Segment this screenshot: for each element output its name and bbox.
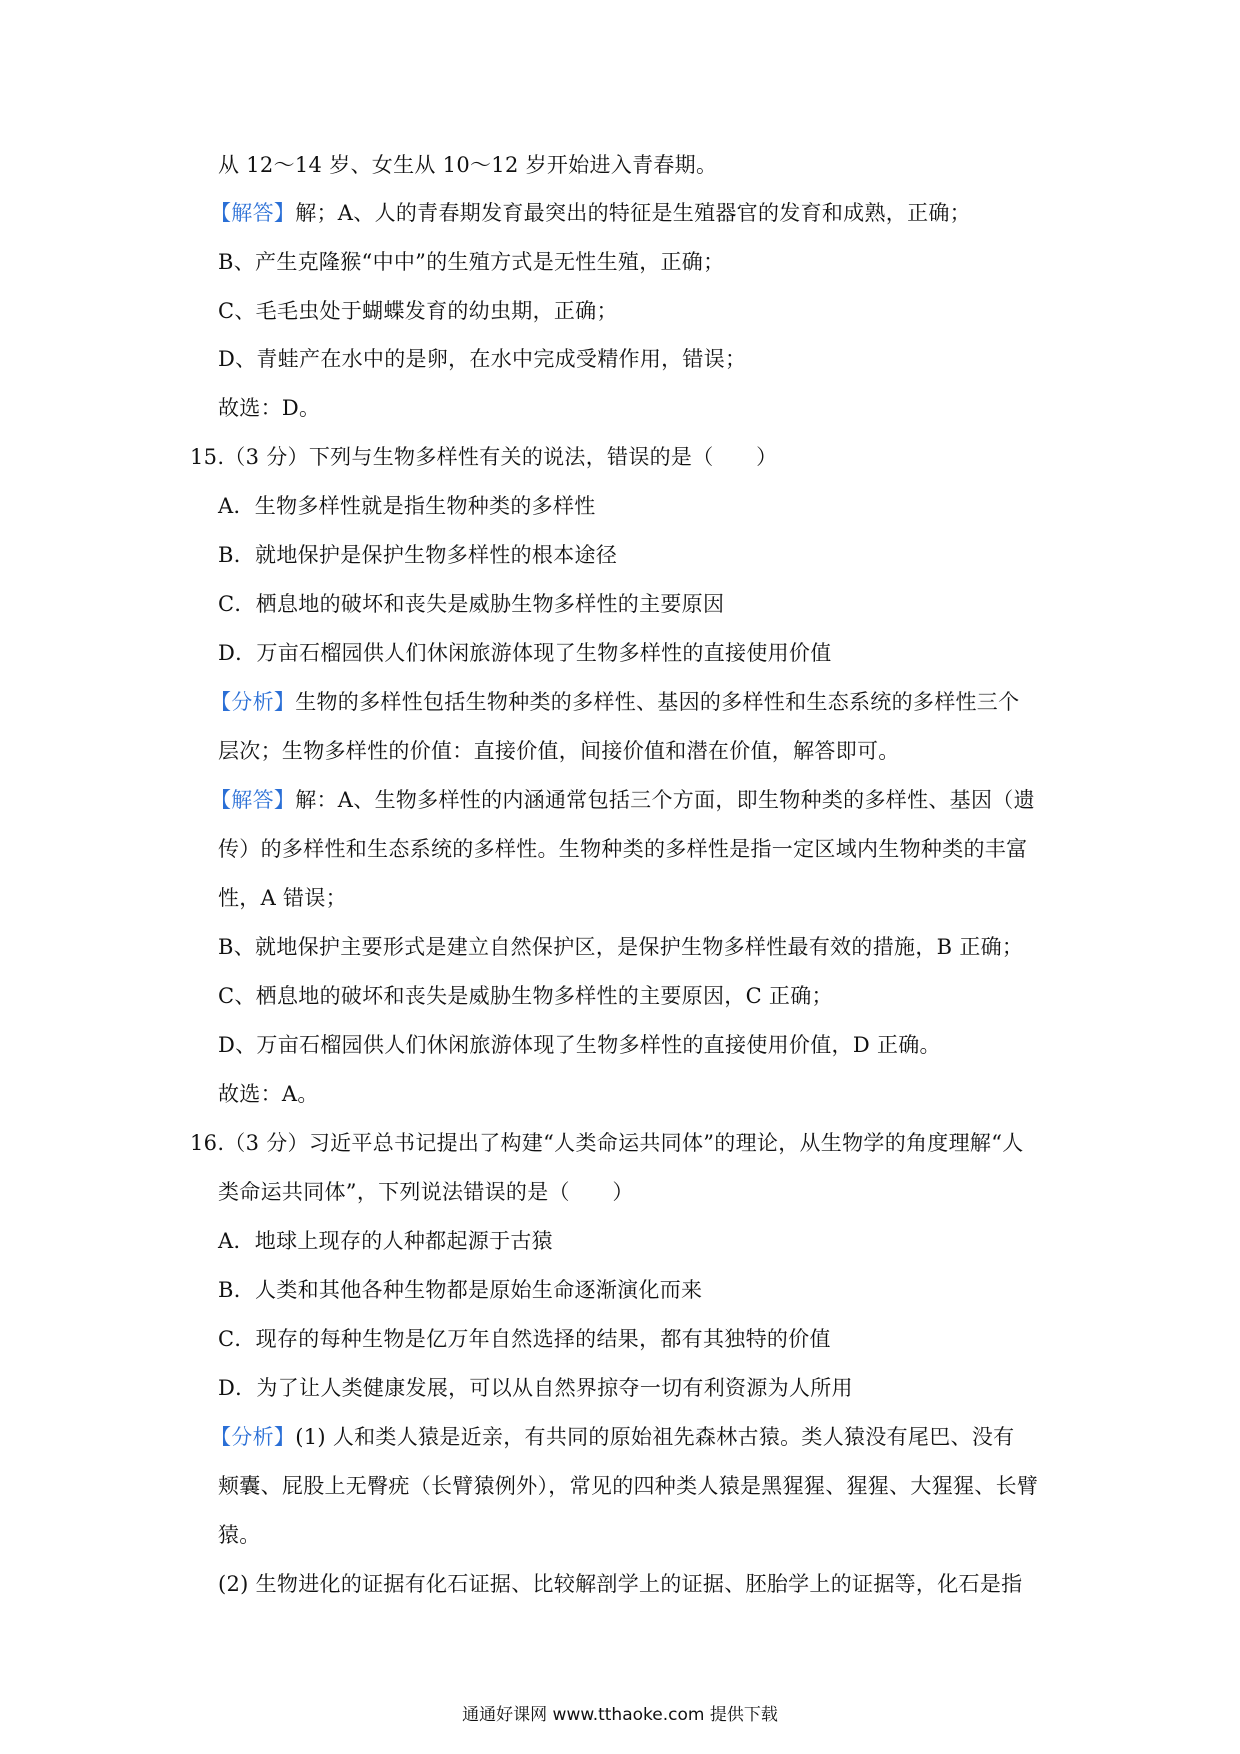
text-line: C、栖息地的破坏和丧失是威胁生物多样性的主要原因，C 正确； [218, 984, 833, 1008]
option-b: B．人类和其他各种生物都是原始生命逐渐演化而来 [218, 1278, 703, 1302]
question-16: 16.（3 分）习近平总书记提出了构建“人类命运共同体”的理论，从生物学的角度理解“人 [190, 1131, 1024, 1155]
analysis-paragraph [210, 1422, 1014, 1452]
text-line: 解：A、生物多样性的内涵通常包括三个方面，即生物种类的多样性、基因（遗 [295, 788, 1035, 812]
answer-paragraph [210, 785, 1035, 815]
option-c: C．栖息地的破坏和丧失是威胁生物多样性的主要原因 [218, 592, 725, 616]
option-d: D．为了让人类健康发展，可以从自然界掠夺一切有利资源为人所用 [218, 1376, 853, 1400]
option-b: B．就地保护是保护生物多样性的根本途径 [218, 543, 618, 567]
answer-tag: 【解答】 [210, 201, 296, 225]
text-line: 颊囊、屁股上无臀疣（长臂猿例外），常见的四种类人猿是黑猩猩、猩猩、大猩猩、长臂 [218, 1474, 1039, 1498]
text-line: C、毛毛虫处于蝴蝶发育的幼虫期，正确； [218, 299, 618, 323]
text-line: B、产生克隆猴“中中”的生殖方式是无性生殖，正确； [218, 250, 725, 274]
text-line: (2) 生物进化的证据有化石证据、比较解剖学上的证据、胚胎学上的证据等，化石是指 [218, 1572, 1023, 1596]
text-line: 传）的多样性和生态系统的多样性。生物种类的多样性是指一定区域内生物种类的丰富 [218, 837, 1028, 861]
text-line: 故选：A。 [218, 1082, 319, 1106]
answer-paragraph [210, 198, 971, 228]
text-line: 故选：D。 [218, 396, 321, 420]
page-footer: 通通好课网 www.tthaoke.com 提供下载 [462, 1705, 778, 1725]
option-a: A．地球上现存的人种都起源于古猿 [218, 1229, 553, 1253]
text-line: 类命运共同体”，下列说法错误的是（ ） [218, 1180, 634, 1204]
text-line: 猿。 [218, 1523, 261, 1547]
text-line: D、青蛙产在水中的是卵，在水中完成受精作用，错误； [218, 347, 747, 371]
text-line: 解；A、人的青春期发育最突出的特征是生殖器官的发育和成熟，正确； [295, 201, 971, 225]
text-line: (1) 人和类人猿是近亲，有共同的原始祖先森林古猿。类人猿没有尾巴、没有 [295, 1425, 1015, 1449]
option-a: A．生物多样性就是指生物种类的多样性 [218, 494, 596, 518]
text-line: B、就地保护主要形式是建立自然保护区，是保护生物多样性最有效的措施，B 正确； [218, 935, 1024, 959]
analysis-tag: 【分析】 [210, 1425, 296, 1449]
option-c: C．现存的每种生物是亿万年自然选择的结果，都有其独特的价值 [218, 1327, 831, 1351]
analysis-tag: 【分析】 [210, 690, 296, 714]
text-line: 层次；生物多样性的价值：直接价值，间接价值和潜在价值，解答即可。 [218, 739, 900, 763]
question-15: 15.（3 分）下列与生物多样性有关的说法，错误的是（ ） [190, 445, 778, 469]
text-line: 性，A 错误； [218, 886, 347, 910]
text-line: 从 12～14 岁、女生从 10～12 岁开始进入青春期。 [218, 153, 718, 177]
text-line: 生物的多样性包括生物种类的多样性、基因的多样性和生态系统的多样性三个 [295, 690, 1020, 714]
analysis-paragraph [210, 687, 1019, 717]
answer-tag: 【解答】 [210, 788, 296, 812]
text-line: D、万亩石榴园供人们休闲旅游体现了生物多样性的直接使用价值，D 正确。 [218, 1033, 941, 1057]
option-d: D．万亩石榴园供人们休闲旅游体现了生物多样性的直接使用价值 [218, 641, 832, 665]
